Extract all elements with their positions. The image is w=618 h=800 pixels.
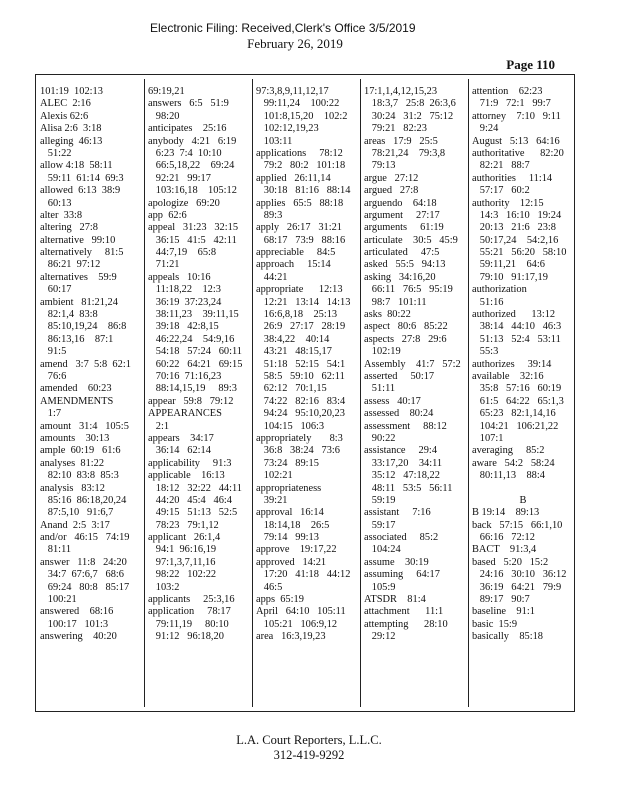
index-entry-line: 98:7 101:11 xyxy=(364,296,427,308)
index-entry-line: asked 55:5 94:13 xyxy=(364,259,446,271)
index-entry-line: attorney 7:10 9:11 xyxy=(472,110,561,122)
index-entry-line: alternative 99:10 xyxy=(40,234,116,246)
index-entry-line: argue 27:12 xyxy=(364,172,419,184)
index-entry-line: 44:20 45:4 46:4 xyxy=(148,494,232,506)
index-entry-line: APPEARANCES xyxy=(148,408,222,420)
index-entry-line: 100:17 101:3 xyxy=(40,618,109,630)
index-entry-line: 89:17 90:7 xyxy=(472,594,530,606)
index-entry-line: 90:22 xyxy=(364,432,396,444)
index-entry-line: attachment 11:1 xyxy=(364,606,444,618)
index-entry-line: application 78:17 xyxy=(148,606,231,618)
index-entry-line: 78:21,24 79:3,8 xyxy=(364,147,446,159)
index-entry-line: assuming 64:17 xyxy=(364,569,440,581)
index-entry-line: back 57:15 66:1,10 xyxy=(472,519,563,531)
index-entry-line: 17:20 41:18 44:12 xyxy=(256,569,351,581)
index-entry-line: ambient 81:21,24 xyxy=(40,296,118,308)
index-entry-line: articulate 30:5 45:9 xyxy=(364,234,458,246)
filing-stamp: Electronic Filing: Received,Clerk's Office 3/5/2019 xyxy=(150,21,416,35)
index-entry-line: authorization xyxy=(472,284,527,296)
index-entry-line: app 62:6 xyxy=(148,209,187,221)
index-entry-line: 94:24 95:10,20,23 xyxy=(256,408,345,420)
index-entry-line: answered 68:16 xyxy=(40,606,114,618)
index-entry-line: 38:4,22 40:14 xyxy=(256,333,330,345)
index-entry-line: 92:21 99:17 xyxy=(148,172,211,184)
index-entry-line: amounts 30:13 xyxy=(40,432,110,444)
index-entry-line: 59:11,21 64:6 xyxy=(472,259,545,271)
index-entry-line: 102:12,19,23 xyxy=(256,123,319,135)
index-entry-line: authorizes 39:14 xyxy=(472,358,552,370)
index-entry-line: ATSDR 81:4 xyxy=(364,594,426,606)
column-divider xyxy=(144,79,145,707)
index-entry-line: 89:3 xyxy=(256,209,283,221)
index-entry-line: 103:11 xyxy=(256,135,293,147)
index-entry-line: 70:16 71:16,23 xyxy=(148,370,222,382)
index-entry-line: 34:7 67:6,7 68:6 xyxy=(40,569,124,581)
index-entry-line: attempting 28:10 xyxy=(364,618,448,630)
index-entry-line: Assembly 41:7 57:2 xyxy=(364,358,461,370)
index-entry-line: 101:19 102:13 xyxy=(40,86,103,97)
index-entry-line: 79:11,19 80:10 xyxy=(148,618,229,630)
index-entry-line: argued 27:8 xyxy=(364,185,419,197)
index-entry-line: 6:23 7:4 10:10 xyxy=(148,147,222,159)
index-entry-line: aware 54:2 58:24 xyxy=(472,457,555,469)
index-entry-line: 36:8 38:24 73:6 xyxy=(256,445,340,457)
index-entry-line: 11:18,22 12:3 xyxy=(148,284,221,296)
index-entry-line: amended 60:23 xyxy=(40,383,112,395)
index-entry-line: applies 65:5 88:18 xyxy=(256,197,344,209)
index-entry-line: 79:10 91:17,19 xyxy=(472,271,548,283)
index-entry-line: 29:12 xyxy=(364,631,396,643)
index-entry-line: 73:24 89:15 xyxy=(256,457,319,469)
index-entry-line: 86:13,16 87:1 xyxy=(40,333,114,345)
index-entry-line: 88:14,15,19 89:3 xyxy=(148,383,237,395)
index-entry-line: 35:12 47:18,22 xyxy=(364,470,440,482)
index-entry-line: 51:16 xyxy=(472,296,504,308)
index-entry-line: 91:12 96:18,20 xyxy=(148,631,224,643)
index-entry-line: associated 85:2 xyxy=(364,532,439,544)
index-entry-line: 57:17 60:2 xyxy=(472,185,530,197)
index-entry-line: allowed 6:13 38:9 xyxy=(40,185,121,197)
index-entry-line: 80:11,13 88:4 xyxy=(472,470,545,482)
index-entry-line: 54:18 57:24 60:11 xyxy=(148,346,242,358)
index-entry-line: 102:19 xyxy=(364,346,401,358)
index-entry-line: approach 15:14 xyxy=(256,259,331,271)
index-entry-line: 105:9 xyxy=(364,581,396,593)
index-entry-line: 30:24 31:2 75:12 xyxy=(364,110,454,122)
index-entry-line: 98:20 xyxy=(148,110,180,122)
index-entry-line: 50:17,24 54:2,16 xyxy=(472,234,559,246)
index-entry-line: Alexis 62:6 xyxy=(40,110,89,122)
index-entry-line: assessed 80:24 xyxy=(364,408,434,420)
index-entry-line: alternatively 81:5 xyxy=(40,247,124,259)
index-entry-line: 14:3 16:10 19:24 xyxy=(472,209,562,221)
index-entry-line: 46:5 xyxy=(256,581,283,593)
index-entry-line: 102:21 xyxy=(256,470,293,482)
index-entry-line: 78:23 79:1,12 xyxy=(148,519,219,531)
index-entry-line: 82:10 83:8 85:3 xyxy=(40,470,119,482)
index-entry-line: baseline 91:1 xyxy=(472,606,535,618)
index-entry-line: averaging 85:2 xyxy=(472,445,545,457)
index-entry-line: 59:11 61:14 69:3 xyxy=(40,172,124,184)
index-entry-line: approval 16:14 xyxy=(256,507,324,519)
index-entry-line: area 16:3,19,23 xyxy=(256,631,326,643)
index-entry-line: 62:12 70:1,15 xyxy=(256,383,327,395)
index-entry-line: 104:21 106:21,22 xyxy=(472,420,559,432)
index-entry-line: 103:2 xyxy=(148,581,180,593)
index-entry-line: applicable 16:13 xyxy=(148,470,225,482)
index-entry-line: 107:1 xyxy=(472,432,504,444)
index-entry-line: 51:22 xyxy=(40,147,72,159)
index-entry-line: alter 33:8 xyxy=(40,209,83,221)
index-entry-line: 79:21 82:23 xyxy=(364,123,427,135)
index-entry-line: 65:23 82:1,14,16 xyxy=(472,408,556,420)
index-entry-line: and/or 46:15 74:19 xyxy=(40,532,130,544)
index-entry-line: 61:5 64:22 65:1,3 xyxy=(472,395,564,407)
index-entry-line: applied 26:11,14 xyxy=(256,172,331,184)
index-entry-line: BACT 91:3,4 xyxy=(472,544,537,556)
index-entry-line: 76:6 xyxy=(40,370,67,382)
index-entry-line: 99:11,24 100:22 xyxy=(256,98,340,110)
index-entry-line: 59:19 xyxy=(364,494,396,506)
index-entry-line: 68:17 73:9 88:16 xyxy=(256,234,346,246)
index-entry-line: aspects 27:8 29:6 xyxy=(364,333,447,345)
index-entry-line: asking 34:16,20 xyxy=(364,271,436,283)
index-entry-line: applications 78:12 xyxy=(256,147,343,159)
index-entry-line: analyses 81:22 xyxy=(40,457,105,469)
index-entry-line: arguendo 64:18 xyxy=(364,197,437,209)
index-entry-line: approve 19:17,22 xyxy=(256,544,337,556)
index-entry-line: Anand 2:5 3:17 xyxy=(40,519,110,531)
index-entry-line: 103:16,18 105:12 xyxy=(148,185,237,197)
index-entry-line: 18:14,18 26:5 xyxy=(256,519,330,531)
index-entry-line: 30:18 81:16 88:14 xyxy=(256,185,351,197)
index-entry-line: assess 40:17 xyxy=(364,395,421,407)
index-entry-line: B 19:14 89:13 xyxy=(472,507,540,519)
index-entry-line: 36:19 37:23,24 xyxy=(148,296,222,308)
index-entry-line: available 32:16 xyxy=(472,370,544,382)
index-entry-line: basic 15:9 xyxy=(472,618,518,630)
index-entry-line: appropriate 12:13 xyxy=(256,284,343,296)
reporter-phone: 312-419-9292 xyxy=(273,748,345,762)
index-entry-line: applicability 91:3 xyxy=(148,457,232,469)
index-column-2 xyxy=(148,86,250,644)
index-entry-line: basically 85:18 xyxy=(472,631,543,643)
index-entry-line: applicant 26:1,4 xyxy=(148,532,221,544)
reporter-name: L.A. Court Reporters, L.L.C. xyxy=(236,733,382,747)
index-entry-line: 91:5 xyxy=(40,346,67,358)
index-entry-line: authorized 13:12 xyxy=(472,309,556,321)
column-divider xyxy=(468,79,469,707)
index-entry-line: assistance 29:4 xyxy=(364,445,438,457)
index-entry-line: 60:13 xyxy=(40,197,72,209)
index-entry-line: altering 27:8 xyxy=(40,222,99,234)
index-entry-line: apologize 69:20 xyxy=(148,197,220,209)
index-entry-line: 44:7,19 65:8 xyxy=(148,247,217,259)
index-entry-line: 86:21 97:12 xyxy=(40,259,101,271)
index-entry-line: allow 4:18 58:11 xyxy=(40,160,113,172)
index-entry-line: 66:16 72:12 xyxy=(472,532,535,544)
index-entry-line: 97:3,8,9,11,12,17 xyxy=(256,86,329,97)
index-entry-line: Alisa 2:6 3:18 xyxy=(40,123,102,135)
index-entry-line: attention 62:23 xyxy=(472,86,543,97)
index-entry-line: amount 31:4 105:5 xyxy=(40,420,129,432)
index-entry-line: appear 59:8 79:12 xyxy=(148,395,234,407)
index-entry-line: 79:13 xyxy=(364,160,396,172)
index-entry-line: 74:22 82:16 83:4 xyxy=(256,395,346,407)
index-entry-line: appears 34:17 xyxy=(148,432,214,444)
index-entry-line: based 5:20 15:2 xyxy=(472,556,549,568)
index-entry-line: 46:22,24 54:9,16 xyxy=(148,333,235,345)
index-entry-line: 59:17 xyxy=(364,519,396,531)
index-entry-line: 18:12 32:22 44:11 xyxy=(148,482,242,494)
index-entry-line: 71:9 72:1 99:7 xyxy=(472,98,551,110)
index-entry-line: 2:1 xyxy=(148,420,170,432)
page-number: Page 110 xyxy=(506,57,555,72)
index-entry-line: areas 17:9 25:5 xyxy=(364,135,438,147)
index-entry-line: 48:11 53:5 56:11 xyxy=(364,482,453,494)
index-entry-line: 1:7 xyxy=(40,408,62,420)
index-entry-line: appeals 10:16 xyxy=(148,271,211,283)
index-entry-line: 51:13 52:4 53:11 xyxy=(472,333,561,345)
index-entry-line: answers 6:5 51:9 xyxy=(148,98,229,110)
index-entry-line: argument 27:17 xyxy=(364,209,440,221)
index-entry-line: assume 30:19 xyxy=(364,556,429,568)
index-entry-line: 55:21 56:20 58:10 xyxy=(472,247,567,259)
column-divider xyxy=(360,79,361,707)
index-entry-line: 97:1,3,7,11,16 xyxy=(148,556,216,568)
index-entry-line: 79:14 99:13 xyxy=(256,532,319,544)
index-entry-line: 49:15 51:13 52:5 xyxy=(148,507,238,519)
index-entry-line: approved 14:21 xyxy=(256,556,327,568)
column-divider xyxy=(252,79,253,707)
index-entry-line: 104:15 106:3 xyxy=(256,420,325,432)
index-entry-line: 26:9 27:17 28:19 xyxy=(256,321,346,333)
index-entry-line: authoritative 82:20 xyxy=(472,147,564,159)
index-entry-line: 105:21 106:9,12 xyxy=(256,618,338,630)
index-entry-line: 36:19 64:21 79:9 xyxy=(472,581,562,593)
index-entry-line: answer 11:8 24:20 xyxy=(40,556,127,568)
index-entry-line: asks 80:22 xyxy=(364,309,411,321)
index-entry-line: 18:3,7 25:8 26:3,6 xyxy=(364,98,456,110)
index-entry-line: 36:14 62:14 xyxy=(148,445,211,457)
index-entry-line: 35:8 57:16 60:19 xyxy=(472,383,562,395)
index-entry-line: 82:1,4 83:8 xyxy=(40,309,98,321)
index-entry-line: 81:11 xyxy=(40,544,72,556)
index-entry-line: 85:16 86:18,20,24 xyxy=(40,494,127,506)
index-entry-line: 39:21 xyxy=(256,494,288,506)
index-entry-line: alleging 46:13 xyxy=(40,135,103,147)
index-entry-line: appeal 31:23 32:15 xyxy=(148,222,239,234)
index-entry-line: answering 40:20 xyxy=(40,631,117,643)
index-entry-line: 100:21 xyxy=(40,594,77,606)
index-entry-line: 12:21 13:14 14:13 xyxy=(256,296,351,308)
index-entry-line: arguments 61:19 xyxy=(364,222,444,234)
index-entry-line: 104:24 xyxy=(364,544,401,556)
index-entry-line: appreciable 84:5 xyxy=(256,247,336,259)
index-entry-line: 87:5,10 91:6,7 xyxy=(40,507,114,519)
index-entry-line: 82:21 88:7 xyxy=(472,160,530,172)
index-entry-line: 98:22 102:22 xyxy=(148,569,217,581)
index-entry-line: 66:5,18,22 69:24 xyxy=(148,160,235,172)
index-entry-line: apply 26:17 31:21 xyxy=(256,222,343,234)
index-entry-line: 33:17,20 34:11 xyxy=(364,457,443,469)
index-column-4 xyxy=(364,86,466,644)
index-entry-line: asserted 50:17 xyxy=(364,370,435,382)
index-entry-line: applicants 25:3,16 xyxy=(148,594,235,606)
index-entry-line: 69:19,21 xyxy=(148,86,185,97)
index-frame xyxy=(35,74,575,712)
index-entry-line: 39:18 42:8,15 xyxy=(148,321,219,333)
index-entry-line: assessment 88:12 xyxy=(364,420,447,432)
index-entry-line: 55:3 xyxy=(472,346,499,358)
index-entry-line: authorities 11:14 xyxy=(472,172,553,184)
index-column-5 xyxy=(472,86,574,644)
index-entry-line: 38:11,23 39:11,15 xyxy=(148,309,239,321)
index-column-3 xyxy=(256,86,358,644)
index-entry-line: appropriately 8:3 xyxy=(256,432,343,444)
index-entry-line: 51:11 xyxy=(364,383,396,395)
index-entry-line: 60:22 64:21 69:15 xyxy=(148,358,243,370)
index-entry-line: August 5:13 64:16 xyxy=(472,135,560,147)
filed-date: February 26, 2019 xyxy=(247,36,343,51)
index-entry-line: 60:17 xyxy=(40,284,72,296)
index-entry-line: 24:16 30:10 36:12 xyxy=(472,569,567,581)
index-entry-line: ample 60:19 61:6 xyxy=(40,445,121,457)
index-entry-line: April 64:10 105:11 xyxy=(256,606,346,618)
index-entry-line: 94:1 96:16,19 xyxy=(148,544,217,556)
index-entry-line: alternatives 59:9 xyxy=(40,271,117,283)
index-letter-heading: B xyxy=(519,494,527,506)
index-entry-line: 43:21 48:15,17 xyxy=(256,346,332,358)
index-entry-line: assistant 7:16 xyxy=(364,507,431,519)
index-entry-line: anticipates 25:16 xyxy=(148,123,227,135)
index-entry-line: ALEC 2:16 xyxy=(40,98,91,110)
index-entry-line: amend 3:7 5:8 62:1 xyxy=(40,358,131,370)
index-entry-line: AMENDMENTS xyxy=(40,395,114,407)
index-entry-line: 71:21 xyxy=(148,259,180,271)
index-entry-line: anybody 4:21 6:19 xyxy=(148,135,237,147)
index-entry-line: aspect 80:6 85:22 xyxy=(364,321,448,333)
index-entry-line: 38:14 44:10 46:3 xyxy=(472,321,562,333)
index-entry-line: analysis 83:12 xyxy=(40,482,105,494)
index-entry-line xyxy=(472,483,574,495)
index-column-1 xyxy=(40,86,142,644)
index-entry-line: apps 65:19 xyxy=(256,594,304,606)
index-entry-line: 20:13 21:6 23:8 xyxy=(472,222,556,234)
index-entry-line: authority 12:15 xyxy=(472,197,544,209)
index-entry-line: articulated 47:5 xyxy=(364,247,440,259)
index-entry-line: 36:15 41:5 42:11 xyxy=(148,234,237,246)
index-entry-line: 85:10,19,24 86:8 xyxy=(40,321,127,333)
index-entry-line: 16:6,8,18 25:13 xyxy=(256,309,338,321)
index-entry-line: appropriateness xyxy=(256,482,322,494)
index-entry-line: 101:8,15,20 102:2 xyxy=(256,110,348,122)
index-entry-line: 51:18 52:15 54:1 xyxy=(256,358,346,370)
index-entry-line: 79:2 80:2 101:18 xyxy=(256,160,346,172)
index-entry-line: 9:24 xyxy=(472,123,499,135)
index-entry-line: 58:5 59:10 62:11 xyxy=(256,370,345,382)
index-entry-line: 66:11 76:5 95:19 xyxy=(364,284,453,296)
index-entry-line: 17:1,1,4,12,15,23 xyxy=(364,86,438,97)
index-entry-line: 69:24 80:8 85:17 xyxy=(40,581,130,593)
index-entry-line: 44:21 xyxy=(256,271,288,283)
